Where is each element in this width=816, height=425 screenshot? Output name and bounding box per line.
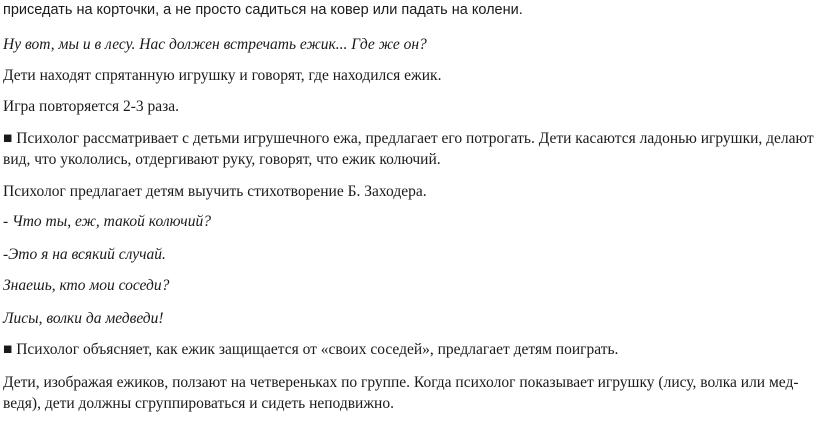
poem-line-4: Лисы, волки да медведи!	[3, 310, 164, 327]
poem-line-3: Знаешь, кто мои соседи?	[3, 277, 170, 294]
paragraph-line-2: Ну вот, мы и в лесу. Нас должен встречать ежик... Где же он?	[3, 36, 427, 53]
paragraph-line-6: вид, что укололись, отдергивают руку, говорят, что ежик колючий.	[3, 151, 441, 168]
paragraph-line-5: ■ Психолог рассматривает с детьми игрушечного ежа, предлагает его потрогать. Дети касаются ладонью игрушки, делают	[3, 130, 814, 147]
paragraph-line-7: Психолог предлагает детям выучить стихотворение Б. Заходера.	[3, 183, 427, 200]
poem-line-2: -Это я на всякий случай.	[3, 246, 166, 263]
poem-line-1: - Что ты, еж, такой колючий?	[3, 213, 211, 230]
paragraph-line-3: Дети находят спрятанную игрушку и говорят, где находился ежик.	[3, 67, 442, 84]
paragraph-line-1: приседать на корточки, а не просто садиться на ковер или падать на колени.	[3, 2, 523, 18]
paragraph-line-8: ■ Психолог объясняет, как ежик защищается от «своих соседей», предлагает детям поиграть.	[3, 341, 619, 358]
paragraph-line-9: Дети, изображая ежиков, ползают на четвереньках по группе. Когда психолог показывает игрушку (лису, волка или мед-	[3, 374, 799, 391]
paragraph-line-10: ведя), дети должны сгруппироваться и сидеть неподвижно.	[3, 395, 394, 412]
paragraph-line-4: Игра повторяется 2-3 раза.	[3, 98, 180, 115]
